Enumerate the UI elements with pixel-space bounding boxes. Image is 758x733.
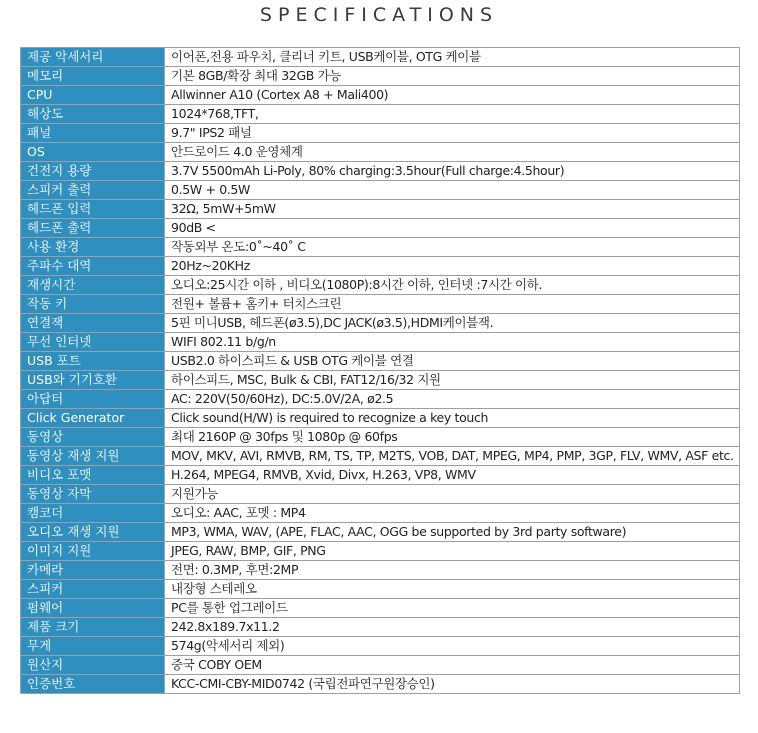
spec-row xyxy=(21,675,740,694)
spec-row xyxy=(21,181,740,200)
spec-value: WIFI 802.11 b/g/n xyxy=(165,333,740,352)
spec-label: 건전지 용량 xyxy=(21,162,165,181)
spec-value: 작동외부 온도:0˚~40˚ C xyxy=(165,238,740,257)
spec-label: USB와 기기호환 xyxy=(21,371,165,390)
spec-value: 0.5W + 0.5W xyxy=(165,181,740,200)
spec-value: MOV, MKV, AVI, RMVB, RM, TS, TP, M2TS, VOB, DAT, MPEG, MP4, PMP, 3GP, FLV, WMV, ASF etc. xyxy=(165,447,740,466)
spec-label: USB 포트 xyxy=(21,352,165,371)
spec-value: 안드로이드 4.0 운영체계 xyxy=(165,143,740,162)
spec-row xyxy=(21,618,740,637)
spec-label: 카메라 xyxy=(21,561,165,580)
spec-value: 지원가능 xyxy=(165,485,740,504)
spec-row xyxy=(21,67,740,86)
spec-row xyxy=(21,257,740,276)
spec-label: 인증번호 xyxy=(21,675,165,694)
spec-row xyxy=(21,219,740,238)
spec-label: 동영상 xyxy=(21,428,165,447)
spec-label: 원산지 xyxy=(21,656,165,675)
spec-value: 90dB < xyxy=(165,219,740,238)
spec-value: 5핀 미니USB, 헤드폰(ø3.5),DC JACK(ø3.5),HDMI케이블잭. xyxy=(165,314,740,333)
spec-row xyxy=(21,580,740,599)
spec-label: 사용 환경 xyxy=(21,238,165,257)
spec-table xyxy=(20,47,740,694)
spec-label: Click Generator xyxy=(21,409,165,428)
spec-row xyxy=(21,162,740,181)
spec-label: 아답터 xyxy=(21,390,165,409)
spec-value: 9.7" IPS2 패널 xyxy=(165,124,740,143)
spec-label: 비디오 포맷 xyxy=(21,466,165,485)
spec-label: CPU xyxy=(21,86,165,105)
spec-row xyxy=(21,333,740,352)
spec-label: 연결잭 xyxy=(21,314,165,333)
spec-label: 헤드폰 출력 xyxy=(21,219,165,238)
spec-row xyxy=(21,561,740,580)
spec-row xyxy=(21,523,740,542)
spec-label: 이미지 지원 xyxy=(21,542,165,561)
spec-label: 캠코더 xyxy=(21,504,165,523)
spec-value: Allwinner A10 (Cortex A8 + Mali400) xyxy=(165,86,740,105)
spec-row xyxy=(21,409,740,428)
spec-row xyxy=(21,447,740,466)
spec-value: 오디오:25시간 이하 , 비디오(1080P):8시간 이하, 인터넷 :7시간 이하. xyxy=(165,276,740,295)
spec-label: 작동 키 xyxy=(21,295,165,314)
spec-row xyxy=(21,86,740,105)
spec-value: AC: 220V(50/60Hz), DC:5.0V/2A, ø2.5 xyxy=(165,390,740,409)
spec-value: MP3, WMA, WAV, (APE, FLAC, AAC, OGG be supported by 3rd party software) xyxy=(165,523,740,542)
spec-row xyxy=(21,485,740,504)
spec-row xyxy=(21,656,740,675)
spec-value: 중국 COBY OEM xyxy=(165,656,740,675)
spec-label: 제품 크기 xyxy=(21,618,165,637)
spec-label: 제공 악세서리 xyxy=(21,48,165,67)
page-title: SPECIFICATIONS xyxy=(259,4,499,26)
spec-label: 동영상 자막 xyxy=(21,485,165,504)
spec-value: Click sound(H/W) is required to recognize a key touch xyxy=(165,409,740,428)
spec-row xyxy=(21,200,740,219)
spec-label: 재생시간 xyxy=(21,276,165,295)
spec-label: 스피커 xyxy=(21,580,165,599)
spec-label: 주파수 대역 xyxy=(21,257,165,276)
spec-label: 해상도 xyxy=(21,105,165,124)
spec-value: JPEG, RAW, BMP, GIF, PNG xyxy=(165,542,740,561)
spec-value: 하이스피드, MSC, Bulk & CBI, FAT12/16/32 지원 xyxy=(165,371,740,390)
spec-label: 오디오 재생 지원 xyxy=(21,523,165,542)
spec-row xyxy=(21,542,740,561)
spec-label: 메모리 xyxy=(21,67,165,86)
spec-value: 오디오: AAC, 포멧 : MP4 xyxy=(165,504,740,523)
spec-row xyxy=(21,314,740,333)
spec-label: 동영상 재생 지원 xyxy=(21,447,165,466)
spec-label: 펌웨어 xyxy=(21,599,165,618)
spec-row xyxy=(21,637,740,656)
spec-row xyxy=(21,276,740,295)
spec-value: KCC-CMI-CBY-MID0742 (국립전파연구원장승인) xyxy=(165,675,740,694)
spec-row xyxy=(21,428,740,447)
spec-label: OS xyxy=(21,143,165,162)
spec-value: 242.8x189.7x11.2 xyxy=(165,618,740,637)
spec-row xyxy=(21,295,740,314)
spec-row xyxy=(21,105,740,124)
spec-row xyxy=(21,238,740,257)
spec-row xyxy=(21,390,740,409)
spec-value: 내장형 스테레오 xyxy=(165,580,740,599)
spec-label: 무선 인터넷 xyxy=(21,333,165,352)
spec-value: 이어폰,전용 파우치, 클리너 키트, USB케이블, OTG 케이블 xyxy=(165,48,740,67)
spec-value: 3.7V 5500mAh Li-Poly, 80% charging:3.5hour(Full charge:4.5hour) xyxy=(165,162,740,181)
spec-row xyxy=(21,48,740,67)
spec-label: 패널 xyxy=(21,124,165,143)
spec-value: 574g(악세서리 제외) xyxy=(165,637,740,656)
spec-label: 무게 xyxy=(21,637,165,656)
spec-value: 1024*768,TFT, xyxy=(165,105,740,124)
spec-label: 헤드폰 입력 xyxy=(21,200,165,219)
spec-label: 스피커 출력 xyxy=(21,181,165,200)
spec-value: 최대 2160P @ 30fps 및 1080p @ 60fps xyxy=(165,428,740,447)
spec-row xyxy=(21,504,740,523)
spec-row xyxy=(21,599,740,618)
spec-row xyxy=(21,466,740,485)
spec-value: H.264, MPEG4, RMVB, Xvid, Divx, H.263, VP8, WMV xyxy=(165,466,740,485)
spec-value: 전원+ 볼륨+ 홈키+ 터치스크린 xyxy=(165,295,740,314)
spec-value: 20Hz~20KHz xyxy=(165,257,740,276)
spec-value: USB2.0 하이스피드 & USB OTG 케이블 연결 xyxy=(165,352,740,371)
spec-row xyxy=(21,371,740,390)
spec-table-body xyxy=(21,48,740,694)
spec-row xyxy=(21,143,740,162)
spec-row xyxy=(21,124,740,143)
spec-row xyxy=(21,352,740,371)
spec-value: 전면: 0.3MP, 후면:2MP xyxy=(165,561,740,580)
spec-value: PC를 통한 업그레이드 xyxy=(165,599,740,618)
spec-value: 32Ω, 5mW+5mW xyxy=(165,200,740,219)
spec-value: 기본 8GB/확장 최대 32GB 가능 xyxy=(165,67,740,86)
